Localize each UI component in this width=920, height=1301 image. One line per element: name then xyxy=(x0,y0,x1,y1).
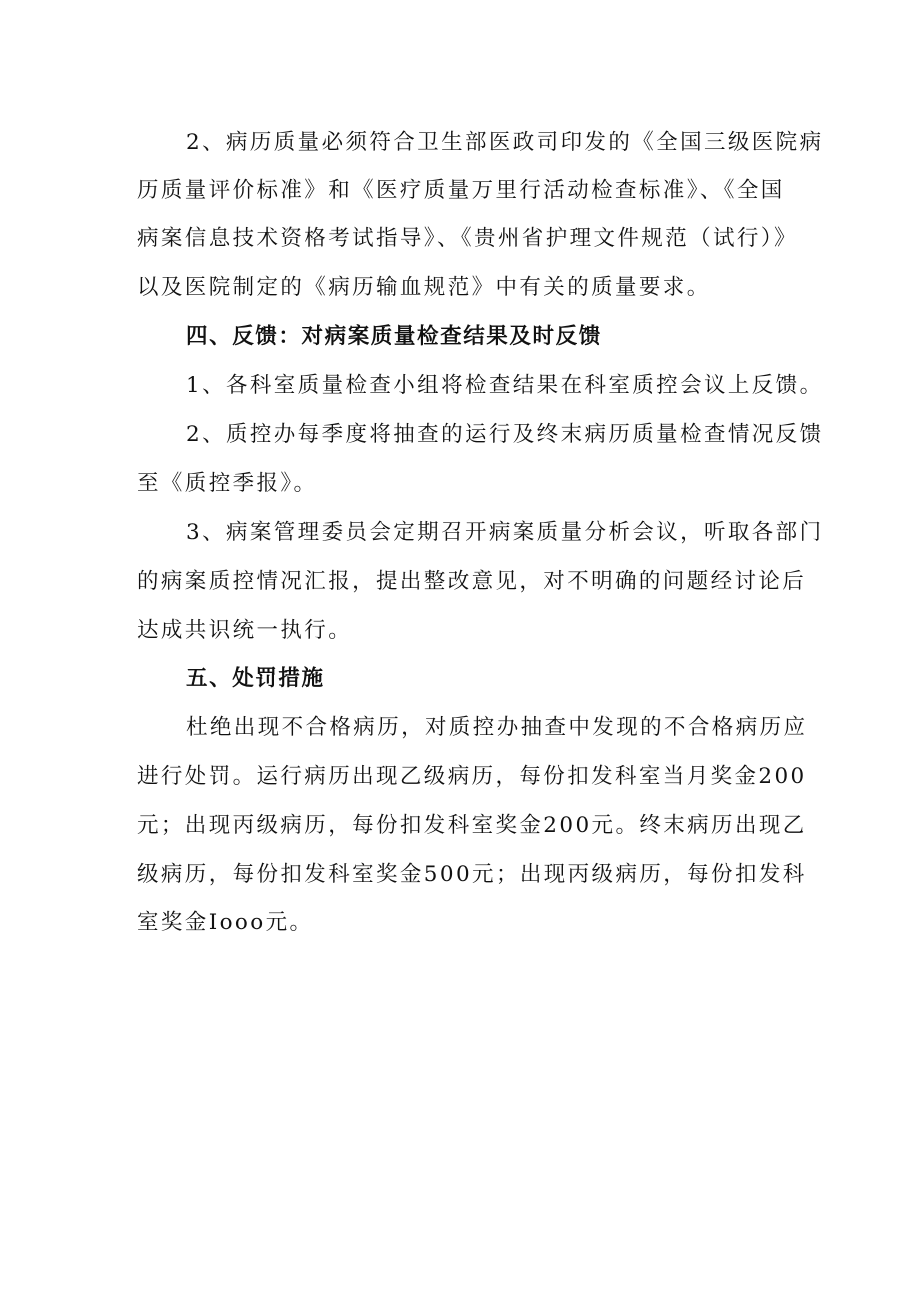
section-5-para-line-3: 元；出现丙级病历，每份扣发科室奖金200元。终末病历出现乙 xyxy=(137,813,807,838)
section-4-item-2-line-2: 至《质控季报》。 xyxy=(137,471,318,496)
section-5-para-line-1: 杜绝出现不合格病历，对质控办抽查中发现的不合格病历应 xyxy=(186,715,808,740)
section-5-heading: 五、处罚措施 xyxy=(186,666,325,691)
item-2-line-4: 以及医院制定的《病历输血规范》中有关的质量要求。 xyxy=(137,275,711,300)
item-2-line-2: 历质量评价标准》和《医疗质量万里行活动检查标准》、《全国 xyxy=(137,178,785,203)
section-5-para-line-2: 进行处罚。运行病历出现乙级病历，每份扣发科室当月奖金200 xyxy=(137,764,807,789)
section-4-item-3-line-1: 3、病案管理委员会定期召开病案质量分析会议，听取各部门 xyxy=(186,520,824,545)
section-5-para-line-4: 级病历，每份扣发科室奖金500元；出现丙级病历，每份扣发科 xyxy=(137,862,807,887)
section-4-item-3-line-3: 达成共识统一执行。 xyxy=(137,618,353,643)
section-4-item-2-line-1: 2、质控办每季度将抽查的运行及终末病历质量检查情况反馈 xyxy=(186,422,824,447)
section-4-item-1: 1、各科室质量检查小组将检查结果在科室质控会议上反馈。 xyxy=(186,373,824,398)
section-4-item-3-line-2: 的病案质控情况汇报，提出整改意见，对不明确的问题经讨论后 xyxy=(137,569,807,594)
item-2-line-3: 病案信息技术资格考试指导》、《贵州省护理文件规范（试行）》 xyxy=(137,226,798,251)
section-5-para-line-5: 室奖金Iooo元。 xyxy=(137,910,314,935)
item-2-line-1: 2、病历质量必须符合卫生部医政司印发的《全国三级医院病 xyxy=(186,130,824,155)
section-4-heading: 四、反馈：对病案质量检查结果及时反馈 xyxy=(186,324,602,349)
